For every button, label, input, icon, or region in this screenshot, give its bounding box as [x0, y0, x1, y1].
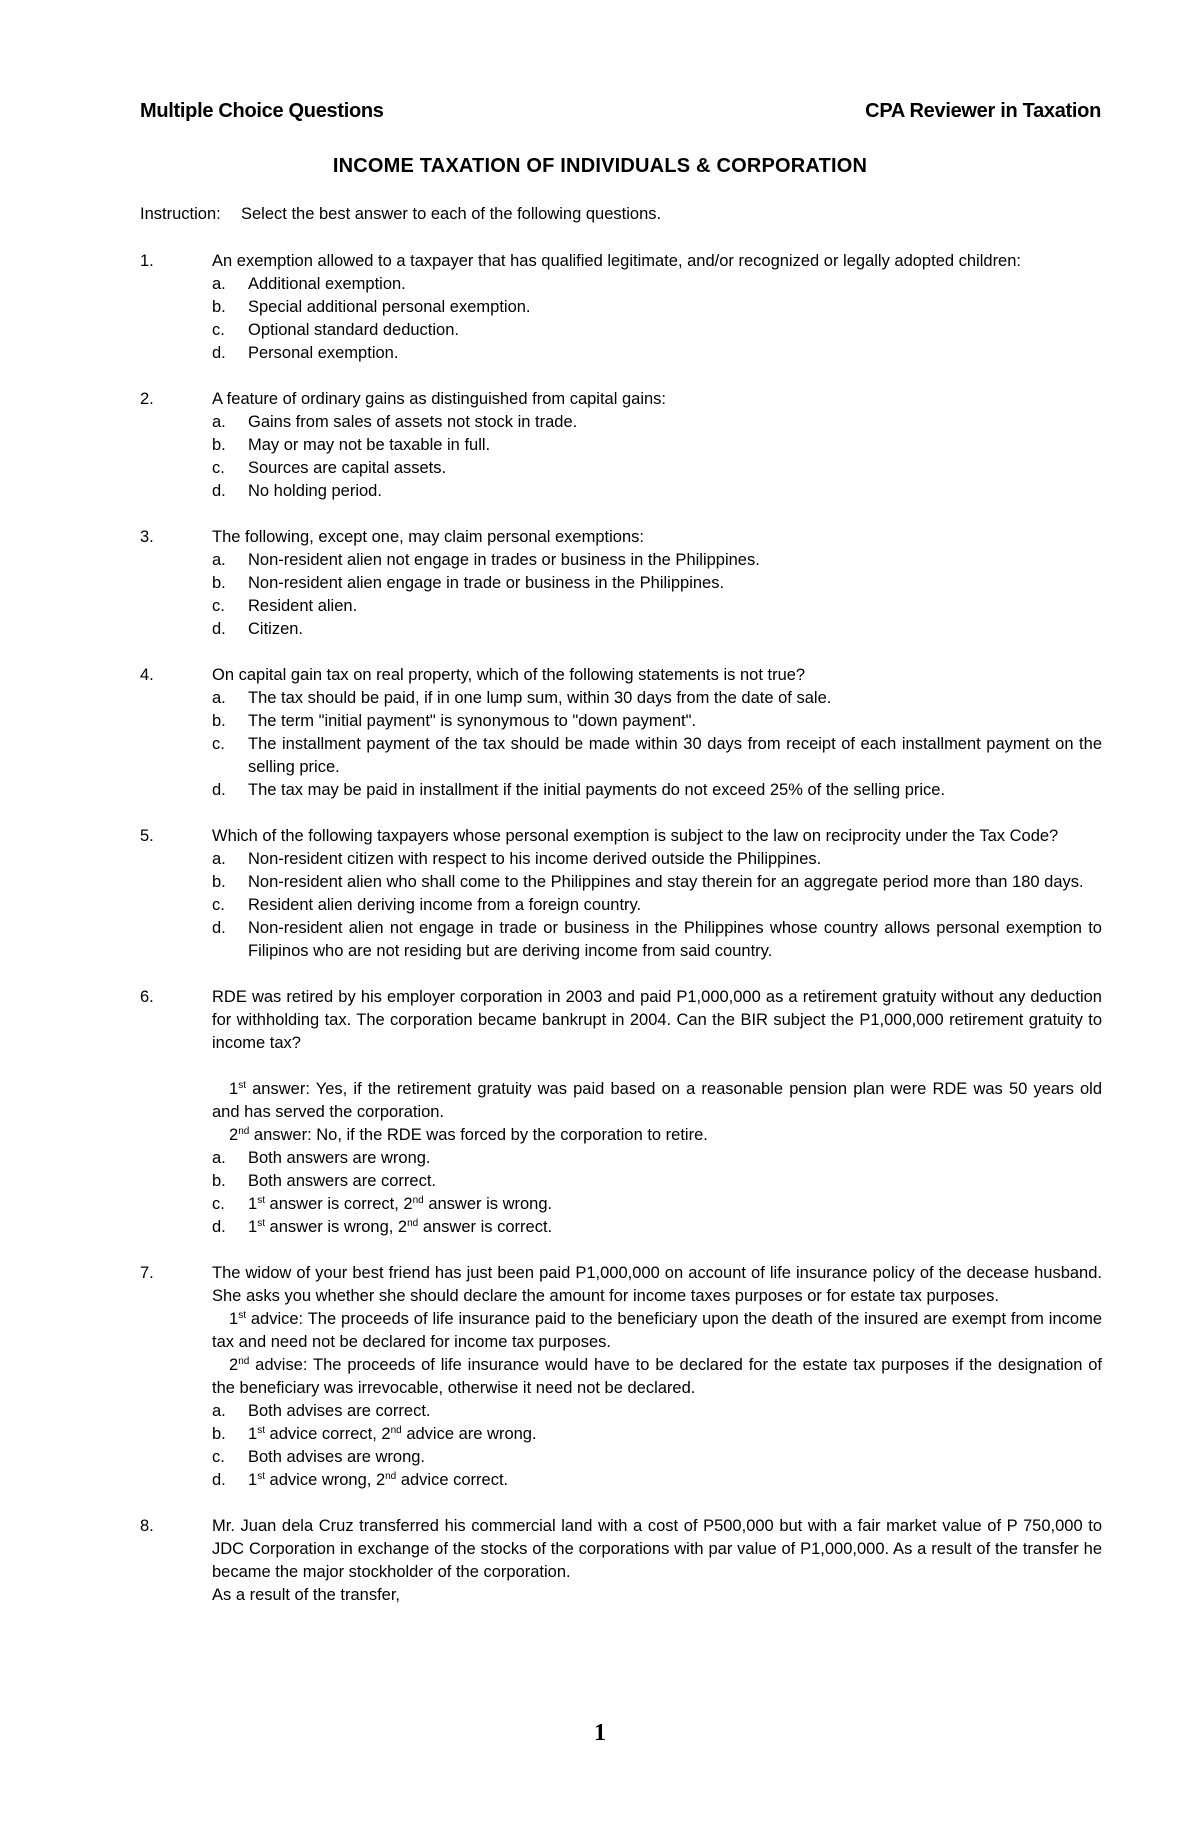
- option-letter: c.: [212, 896, 225, 914]
- option-b: [212, 710, 1102, 733]
- instruction-text: Select the best answer to each of the following questions.: [241, 205, 662, 223]
- option-letter: d.: [212, 1218, 226, 1236]
- option-letter: d.: [212, 919, 226, 937]
- first-answer-statement: 1st answer: Yes, if the retirement gratuity was paid based on a reasonable pension plan were RDE was 50 years old and has served the corporation.: [212, 1080, 1102, 1121]
- question-8: [140, 1515, 1102, 1607]
- option-letter: c.: [212, 321, 225, 339]
- option-d: [212, 1469, 1102, 1492]
- option-b: [212, 1423, 1102, 1446]
- option-text: Personal exemption.: [248, 344, 399, 362]
- option-a: [212, 273, 1102, 296]
- option-b: [212, 572, 1102, 595]
- option-letter: b.: [212, 436, 226, 454]
- option-d: [212, 618, 1102, 641]
- option-letter: d.: [212, 482, 226, 500]
- question-number: 8.: [140, 1517, 154, 1535]
- option-letter: a.: [212, 551, 226, 569]
- option-a: [212, 1400, 1102, 1423]
- option-text: No holding period.: [248, 482, 382, 500]
- question-stem: Mr. Juan dela Cruz transferred his commercial land with a cost of P500,000 but with a fair market value of P 750,000 to JDC Corporation in exchange of the stocks of the corporations with par value of P1,000,000. As a result of the transfer he became the major stockholder of the corporation.: [212, 1517, 1102, 1581]
- second-answer-statement: 2nd answer: No, if the RDE was forced by the corporation to retire.: [229, 1126, 708, 1144]
- option-letter: c.: [212, 735, 225, 753]
- option-d: [212, 779, 1102, 802]
- option-letter: c.: [212, 1195, 225, 1213]
- option-text: Gains from sales of assets not stock in trade.: [248, 413, 578, 431]
- option-text: The tax may be paid in installment if the initial payments do not exceed 25% of the selling price.: [248, 781, 946, 799]
- option-d: [212, 480, 1102, 503]
- option-letter: a.: [212, 413, 226, 431]
- question-3: [140, 526, 1102, 641]
- question-number: 3.: [140, 528, 154, 546]
- option-d: [212, 917, 1102, 963]
- instruction-label: Instruction:: [140, 205, 221, 223]
- option-text: 1st answer is wrong, 2nd answer is correct.: [248, 1218, 553, 1236]
- question-number: 2.: [140, 390, 154, 408]
- option-c: [212, 319, 1102, 342]
- header-left: Multiple Choice Questions: [140, 100, 384, 122]
- second-advice-statement: 2nd advise: The proceeds of life insurance would have to be declared for the estate tax purposes if the designation of the beneficiary was irrevocable, otherwise it need not be declared.: [212, 1356, 1102, 1397]
- page-number: 1: [594, 1720, 606, 1746]
- option-text: The tax should be paid, if in one lump sum, within 30 days from the date of sale.: [248, 689, 832, 707]
- option-text: Non-resident alien not engage in trade or business in the Philippines whose country allows personal exemption to Filipinos who are not residing but are deriving income from said country.: [248, 919, 1102, 960]
- option-a: [212, 848, 1102, 871]
- first-advice-statement: 1st advice: The proceeds of life insurance paid to the beneficiary upon the death of the insured are exempt from income tax and need not be declared for income tax purposes.: [212, 1310, 1102, 1351]
- option-letter: b.: [212, 873, 226, 891]
- question-stem: The following, except one, may claim personal exemptions:: [212, 528, 644, 546]
- option-a: [212, 1147, 1102, 1170]
- option-text: Both answers are correct.: [248, 1172, 436, 1190]
- question-stem: An exemption allowed to a taxpayer that has qualified legitimate, and/or recognized or legally adopted children:: [212, 252, 1021, 270]
- option-c: [212, 894, 1102, 917]
- option-text: Both advises are correct.: [248, 1402, 431, 1420]
- option-text: The term "initial payment" is synonymous to "down payment".: [248, 712, 697, 730]
- option-letter: a.: [212, 1402, 226, 1420]
- option-text: Citizen.: [248, 620, 304, 638]
- option-letter: c.: [212, 597, 225, 615]
- option-c: [212, 733, 1102, 779]
- option-letter: b.: [212, 712, 226, 730]
- option-text: Non-resident citizen with respect to his income derived outside the Philippines.: [248, 850, 822, 868]
- question-continuation: As a result of the transfer,: [212, 1586, 401, 1604]
- option-a: [212, 411, 1102, 434]
- option-b: [212, 296, 1102, 319]
- option-c: [212, 595, 1102, 618]
- option-text: The installment payment of the tax should be made within 30 days from receipt of each installment payment on the selling price.: [248, 735, 1102, 776]
- question-stem: On capital gain tax on real property, which of the following statements is not true?: [212, 666, 806, 684]
- option-c: [212, 1193, 1102, 1216]
- option-text: Both answers are wrong.: [248, 1149, 431, 1167]
- option-d: [212, 342, 1102, 365]
- instruction: [140, 205, 661, 224]
- question-number: 6.: [140, 988, 154, 1006]
- option-d: [212, 1216, 1102, 1239]
- question-stem: The widow of your best friend has just been paid P1,000,000 on account of life insurance policy of the decease husband. She asks you whether she should declare the amount for income taxes purposes or for estate tax purposes.: [212, 1264, 1102, 1305]
- option-text: 1st advice wrong, 2nd advice correct.: [248, 1471, 509, 1489]
- option-b: [212, 871, 1102, 894]
- question-number: 7.: [140, 1264, 154, 1282]
- option-text: Additional exemption.: [248, 275, 406, 293]
- option-letter: c.: [212, 1448, 225, 1466]
- option-letter: a.: [212, 275, 226, 293]
- option-text: 1st advice correct, 2nd advice are wrong.: [248, 1425, 537, 1443]
- option-letter: b.: [212, 1172, 226, 1190]
- question-2: [140, 388, 1102, 503]
- question-stem: Which of the following taxpayers whose personal exemption is subject to the law on reciprocity under the Tax Code?: [212, 827, 1059, 845]
- option-text: 1st answer is correct, 2nd answer is wrong.: [248, 1195, 553, 1213]
- option-letter: b.: [212, 574, 226, 592]
- question-number: 5.: [140, 827, 154, 845]
- question-7: [140, 1262, 1102, 1492]
- option-letter: c.: [212, 459, 225, 477]
- question-number: 1.: [140, 252, 154, 270]
- option-text: Non-resident alien not engage in trades or business in the Philippines.: [248, 551, 760, 569]
- question-number: 4.: [140, 666, 154, 684]
- header-right: CPA Reviewer in Taxation: [865, 100, 1101, 122]
- option-letter: d.: [212, 620, 226, 638]
- question-1: [140, 250, 1102, 365]
- option-letter: b.: [212, 1425, 226, 1443]
- option-letter: a.: [212, 689, 226, 707]
- option-text: Both advises are wrong.: [248, 1448, 426, 1466]
- question-list: [140, 250, 1102, 1630]
- question-5: [140, 825, 1102, 963]
- question-6: [140, 986, 1102, 1239]
- option-letter: a.: [212, 1149, 226, 1167]
- question-stem: A feature of ordinary gains as distinguished from capital gains:: [212, 390, 667, 408]
- option-text: Resident alien.: [248, 597, 358, 615]
- option-text: Non-resident alien engage in trade or business in the Philippines.: [248, 574, 725, 592]
- option-c: [212, 1446, 1102, 1469]
- option-text: Optional standard deduction.: [248, 321, 459, 339]
- question-4: [140, 664, 1102, 802]
- option-letter: d.: [212, 781, 226, 799]
- option-a: [212, 687, 1102, 710]
- option-b: [212, 1170, 1102, 1193]
- option-text: Sources are capital assets.: [248, 459, 447, 477]
- option-text: Non-resident alien who shall come to the Philippines and stay therein for an aggregate period more than 180 days.: [248, 873, 1084, 891]
- option-a: [212, 549, 1102, 572]
- option-text: Resident alien deriving income from a foreign country.: [248, 896, 642, 914]
- question-stem: RDE was retired by his employer corporation in 2003 and paid P1,000,000 as a retirement gratuity without any deduction for withholding tax. The corporation became bankrupt in 2004. Can the BIR subject the P1,000,000 retirement gratuity to income tax?: [212, 988, 1102, 1052]
- option-letter: d.: [212, 1471, 226, 1489]
- option-letter: a.: [212, 850, 226, 868]
- document-title: INCOME TAXATION OF INDIVIDUALS & CORPORATION: [332, 155, 868, 177]
- option-b: [212, 434, 1102, 457]
- option-letter: d.: [212, 344, 226, 362]
- option-c: [212, 457, 1102, 480]
- option-text: Special additional personal exemption.: [248, 298, 531, 316]
- option-text: May or may not be taxable in full.: [248, 436, 491, 454]
- option-letter: b.: [212, 298, 226, 316]
